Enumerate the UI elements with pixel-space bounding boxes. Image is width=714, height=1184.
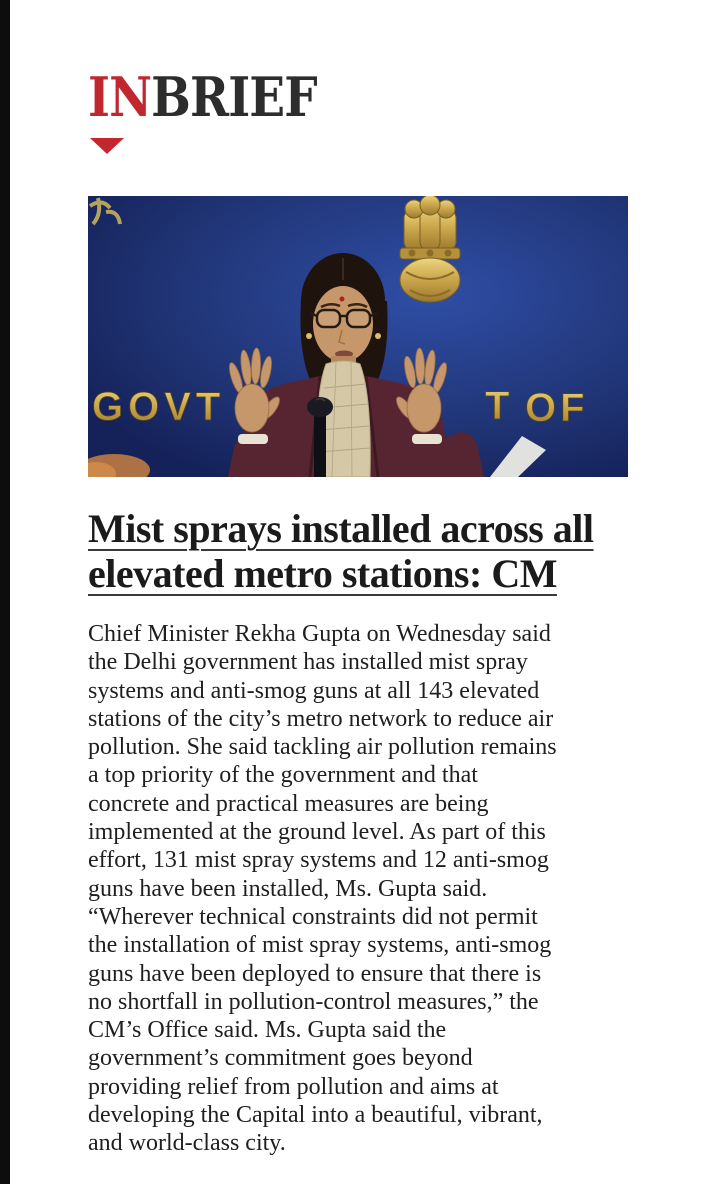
banner-text-left: GOVT (92, 385, 226, 429)
ashoka-emblem-icon (400, 196, 460, 302)
section-title-accent: IN (88, 65, 152, 129)
screen-edge-bar (0, 0, 10, 1184)
article-body: Chief Minister Rekha Gupta on Wednesday said the Delhi government has installed mist spray systems and anti-smog guns at all 143 elevated stations of the city’s metro network to reduce air pollution. She said tackling air pollution remains a top priority of the government and that concrete and practical measures are being implemented at the ground level. As part of this effort, 131 mist spray systems and 12 anti-smog guns have been installed, Ms. Gupta said. “Wherever technical constraints did not permit the installation of mist spray systems, anti-smog guns have been deployed to ensure that there is no shortfall in pollution-control measures,” the CM’s Office said. Ms. Gupta said the government’s commitment goes beyond providing relief from pollution and aims at developing the Capital into a beautiful, vibrant, and world-class city. (88, 621, 557, 1157)
section-header (88, 65, 351, 154)
press-conference-illustration (88, 196, 628, 477)
headline-line-1: Mist sprays installed across all (88, 506, 594, 551)
section-title (88, 65, 317, 129)
banner-text-partial: T (485, 384, 510, 428)
section-title-rest: BRIEF (151, 65, 317, 129)
article-image[interactable] (88, 196, 628, 477)
headline-line-2: elevated metro stations: CM (88, 551, 557, 596)
article-headline[interactable] (88, 506, 636, 596)
banner-text-right: OF (525, 386, 589, 430)
bindi (340, 297, 345, 302)
down-triangle-icon (90, 138, 124, 154)
